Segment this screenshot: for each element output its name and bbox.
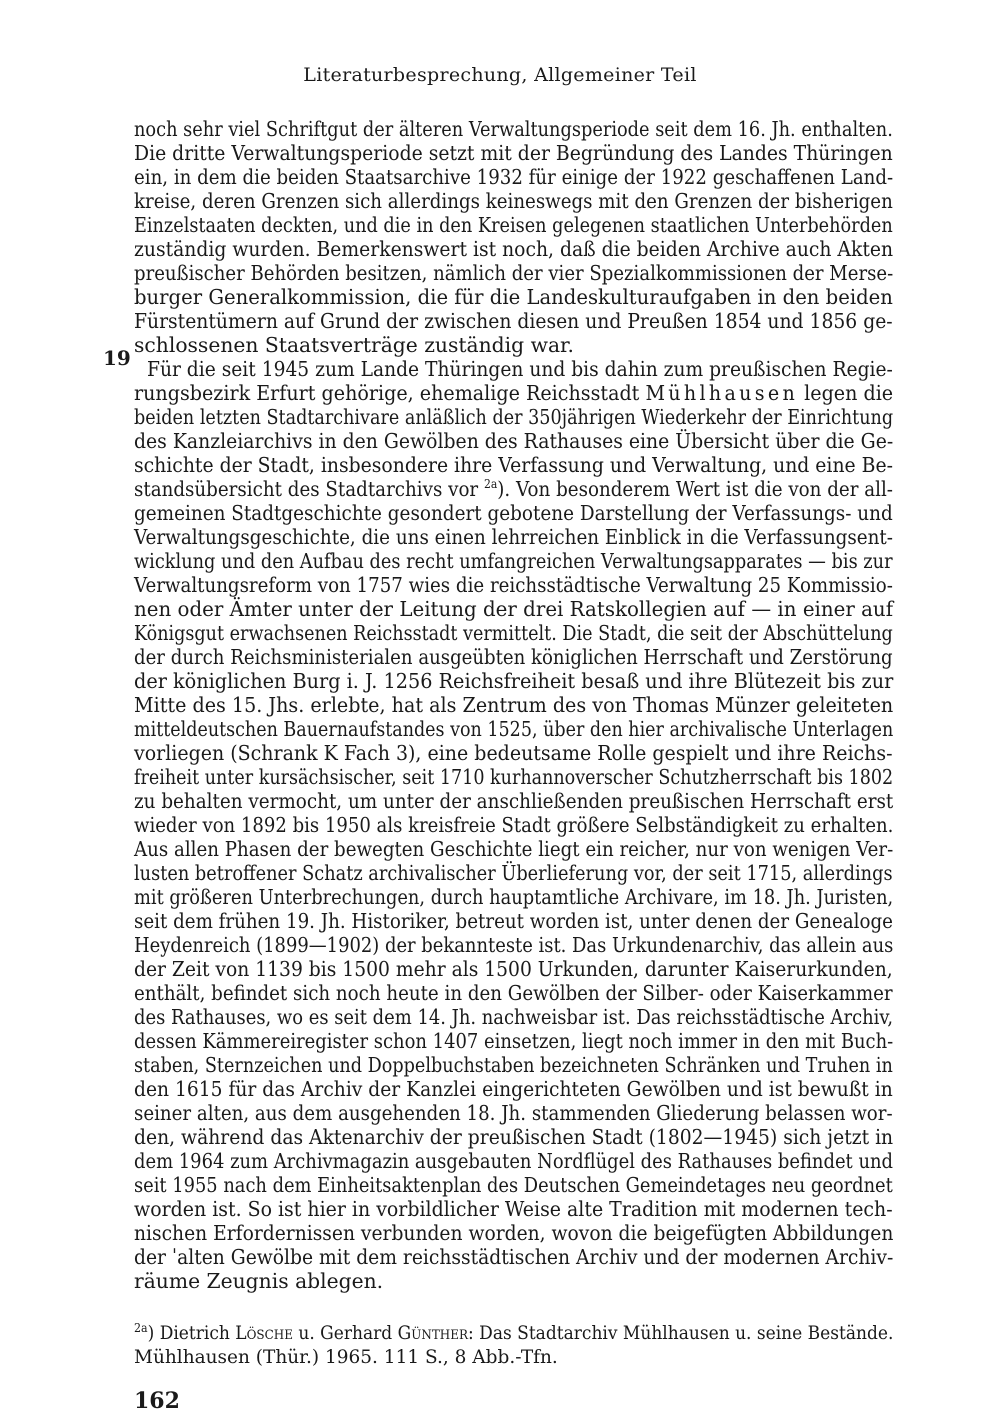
footnote-segment: u. Gerhard xyxy=(292,1323,398,1344)
text-line: noch sehr viel Schriftgut der älteren Verwaltungsperiode seit dem 16. Jh. enthalten. xyxy=(134,117,893,141)
text-line: freiheit unter kursächsischer, seit 1710 kurhannoverscher Schutzherrschaft bis 1802 xyxy=(134,765,894,789)
text-line: dem 1964 zum Archivmagazin ausgebauten Nordflügel des Rathauses befindet und xyxy=(134,1149,893,1173)
text-line: worden ist. So ist hier in vorbildlicher Weise alte Tradition mit modernen tech- xyxy=(134,1197,893,1221)
text-line: Einzelstaaten deckten, und die in den Kreisen gelegenen staatlichen Unterbehörden xyxy=(134,213,893,237)
text-line: wieder von 1892 bis 1950 als kreisfreie Stadt größere Selbständigkeit zu erhalten. xyxy=(134,813,894,837)
text-line: Verwaltungsgeschichte, die uns einen lehrreichen Einblick in die Verfassungsent- xyxy=(134,525,893,549)
text-line: schichte der Stadt, insbesondere ihre Verfassung und Verwaltung, und eine Be- xyxy=(134,453,893,477)
text-line: mit größeren Unterbrechungen, durch hauptamtliche Archivare, im 18. Jh. Juristen, xyxy=(134,885,894,909)
text-line: seit 1955 nach dem Einheitsaktenplan des Deutschen Gemeindetages neu geordnet xyxy=(134,1173,893,1197)
text-line: der Zeit von 1139 bis 1500 mehr als 1500 Urkunden, darunter Kaiserurkunden, xyxy=(134,957,893,981)
text-line: kreise, deren Grenzen sich allerdings keineswegs mit den Grenzen der bisherigen xyxy=(134,189,893,213)
footnote-author: Günther xyxy=(397,1323,469,1344)
text-line: preußischer Behörden besitzen, nämlich der vier Spezialkommissionen der Merse- xyxy=(134,261,894,285)
text-line: des Rathauses, wo es seit dem 14. Jh. nachweisbar ist. Das reichsstädtische Archiv, xyxy=(134,1005,894,1029)
footnote-line: Mühlhausen (Thür.) 1965. 111 S., 8 Abb.-Tfn. xyxy=(134,1347,558,1368)
text-line: Aus allen Phasen der bewegten Geschichte liegt ein reicher, nur von wenigen Ver- xyxy=(134,837,894,861)
text-line: mitteldeutschen Bauernaufstandes von 1525, über den hier archivalische Unterlagen xyxy=(134,717,894,741)
text-line: Fürstentümern auf Grund der zwischen diesen und Preußen 1854 und 1856 ge- xyxy=(134,309,893,333)
footnote-author: Lösche xyxy=(235,1323,293,1344)
text-line: zuständig wurden. Bemerkenswert ist noch, daß die beiden Archive auch Akten xyxy=(134,237,894,261)
text-line: ein, in dem die beiden Staatsarchive 1932 für einige der 1922 geschaffenen Land- xyxy=(134,165,894,189)
footnote-line xyxy=(134,1320,894,1346)
emphasized-place-name: Mühlhausen xyxy=(645,381,799,405)
text-line: lusten betroffener Schatz archivalischer Überlieferung vor, der seit 1715, allerdings xyxy=(134,861,893,885)
text-line: vorliegen (Schrank K Fach 3), eine bedeutsame Rolle gespielt und ihre Reichs- xyxy=(134,741,893,765)
text-line: der durch Reichsministerialen ausgeübten königlichen Herrschaft und Zerstörung xyxy=(134,645,893,669)
footnote-mark: 2a xyxy=(134,1320,148,1335)
text-line: Die dritte Verwaltungsperiode setzt mit der Begründung des Landes Thüringen xyxy=(134,141,893,165)
text-line: Verwaltungsreform von 1757 wies die reichsstädtische Verwaltung 25 Kommissio- xyxy=(134,573,893,597)
text-line: enthält, befindet sich noch heute in den Gewölben der Silber- oder Kaiserkammer xyxy=(134,981,893,1005)
text-segment: standsübersicht des Stadtarchivs vor xyxy=(134,477,479,501)
text-segment: legen die xyxy=(804,381,894,405)
text-segment: ). Von besonderem Wert ist die von der all- xyxy=(497,477,893,501)
text-line: Heydenreich (1899—1902) der bekannteste ist. Das Urkundenarchiv, das allein aus xyxy=(134,933,894,957)
text-line xyxy=(134,477,893,501)
text-line: der königlichen Burg i. J. 1256 Reichsfreiheit besaß und ihre Blütezeit bis zur xyxy=(134,669,894,693)
text-line: nischen Erfordernissen verbunden worden, wovon die beigefügten Abbildungen xyxy=(134,1221,894,1245)
text-line: den 1615 für das Archiv der Kanzlei eingerichteten Gewölben und ist bewußt in xyxy=(134,1077,893,1101)
text-line: Mitte des 15. Jhs. erlebte, hat als Zentrum des von Thomas Münzer geleiteten xyxy=(134,693,894,717)
text-line: Königsgut erwachsenen Reichsstadt vermittelt. Die Stadt, die seit der Abschüttelung xyxy=(134,621,893,645)
footnote-segment: : Das Stadtarchiv Mühlhausen u. seine Bestände. xyxy=(468,1323,894,1344)
text-line: des Kanzleiarchivs in den Gewölben des Rathauses eine Übersicht über die Ge- xyxy=(134,429,894,453)
text-line: seit dem frühen 19. Jh. Historiker, betreut worden ist, unter denen der Genealoge xyxy=(134,909,893,933)
running-header: Literaturbesprechung, Allgemeiner Teil xyxy=(303,64,697,86)
footnote-segment: ) Dietrich xyxy=(147,1323,236,1344)
text-line: den, während das Aktenarchiv der preußischen Stadt (1802—1945) sich jetzt in xyxy=(134,1125,894,1149)
text-line: staben, Sternzeichen und Doppelbuchstaben bezeichneten Schränken und Truhen in xyxy=(134,1053,893,1077)
text-line: gemeinen Stadtgeschichte gesondert gebotene Darstellung der Verfassungs- und xyxy=(134,501,893,525)
margin-paragraph-number: 19 xyxy=(103,346,131,370)
text-segment: rungsbezirk Erfurt gehörige, ehemalige Reichsstadt xyxy=(134,381,640,405)
page-number: 162 xyxy=(134,1388,180,1414)
text-line: wicklung und den Aufbau des recht umfangreichen Verwaltungsapparates — bis zur xyxy=(134,549,893,573)
text-line: seiner alten, aus dem ausgehenden 18. Jh. stammenden Gliederung belassen wor- xyxy=(134,1101,893,1125)
text-line: nen oder Ämter unter der Leitung der drei Ratskollegien auf — in einer auf xyxy=(134,597,894,621)
text-line: schlossenen Staatsverträge zuständig war. xyxy=(134,333,574,357)
text-line: burger Generalkommission, die für die Landeskulturaufgaben in den beiden xyxy=(134,285,893,309)
text-line: räume Zeugnis ablegen. xyxy=(134,1269,384,1293)
text-line: Für die seit 1945 zum Lande Thüringen und bis dahin zum preußischen Regie- xyxy=(147,357,893,381)
text-line: zu behalten vermocht, um unter der anschließenden preußischen Herrschaft erst xyxy=(134,789,894,813)
text-line: der ˈalten Gewölbe mit dem reichsstädtischen Archiv und der modernen Archiv- xyxy=(134,1245,894,1269)
text-line: dessen Kämmereiregister schon 1407 einsetzen, liegt noch immer in den mit Buch- xyxy=(134,1029,894,1053)
text-line xyxy=(134,381,894,405)
footnote-reference: 2a xyxy=(483,477,498,492)
text-line: beiden letzten Stadtarchivare anläßlich der 350jährigen Wiederkehr der Einrichtung xyxy=(134,405,894,429)
